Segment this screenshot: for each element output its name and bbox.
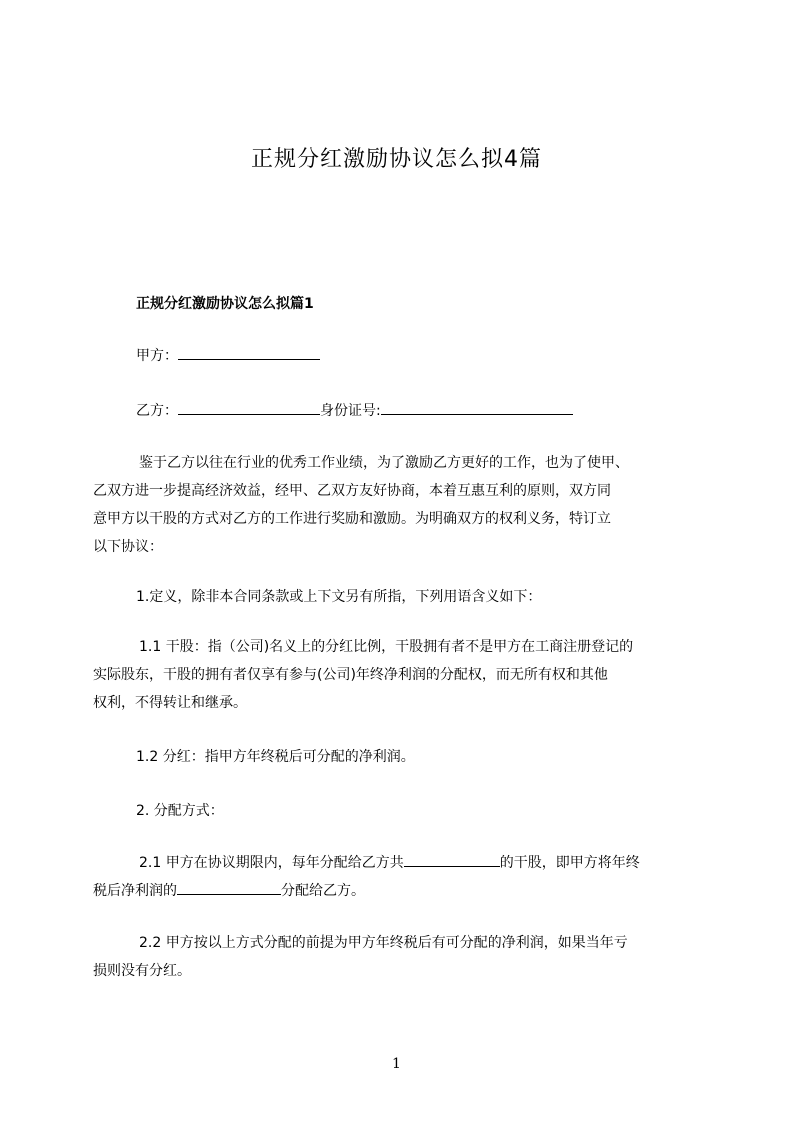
party-b-label: 乙方：: [136, 403, 178, 419]
party-b-blank: [178, 400, 320, 415]
party-a-label: 甲方：: [136, 348, 178, 364]
clause-2-1-text-d: 分配给乙方。: [281, 883, 365, 899]
clause-2: 2. 分配方式：: [136, 803, 224, 819]
intro-line: 意甲方以干股的方式对乙方的工作进行奖励和激励。为明确双方的权利义务，特订立: [93, 511, 611, 527]
section-title: 正规分红激励协议怎么拟篇1: [136, 296, 314, 312]
party-a-blank: [178, 345, 320, 360]
page-number: 1: [392, 1056, 401, 1072]
profit-blank: [177, 880, 281, 895]
clause-2-1: [93, 849, 703, 905]
clause-2-1-line: [93, 877, 703, 905]
clause-2-2-line: 2.2 甲方按以上方式分配的前提为甲方年终税后有可分配的净利润，如果当年亏: [139, 935, 628, 951]
id-blank: [381, 400, 573, 415]
party-a-line: [136, 345, 320, 365]
clause-1-1: [93, 633, 703, 717]
intro-paragraph: [93, 449, 703, 561]
id-label: 身份证号:: [320, 403, 381, 419]
intro-line: 以下协议：: [93, 539, 163, 555]
share-blank: [404, 852, 500, 867]
clause-2-1-text-c: 税后净利润的: [93, 883, 177, 899]
clause-2-1-text-a: 2.1 甲方在协议期限内，每年分配给乙方共: [139, 855, 404, 871]
intro-line: 乙双方进一步提高经济效益，经甲、乙双方友好协商，本着互惠互利的原则，双方同: [93, 483, 611, 499]
clause-2-2: [93, 929, 703, 985]
document-title: 正规分红激励协议怎么拟4篇: [251, 147, 542, 172]
clause-2-1-text-b: 的干股，即甲方将年终: [499, 855, 640, 871]
party-b-line: [136, 400, 573, 420]
clause-2-2-line: 损则没有分红。: [93, 963, 191, 979]
clause-1-1-line: 权利，不得转让和继承。: [93, 695, 247, 711]
clause-2-1-line: [93, 849, 703, 877]
clause-1: 1.定义，除非本合同条款或上下文另有所指，下列用语含义如下：: [136, 589, 542, 605]
clause-1-2: 1.2 分红：指甲方年终税后可分配的净利润。: [136, 749, 415, 765]
clause-1-1-line: 1.1 干股：指（公司)名义上的分红比例，干股拥有者不是甲方在工商注册登记的: [139, 639, 634, 655]
intro-line: 鉴于乙方以往在行业的优秀工作业绩，为了激励乙方更好的工作，也为了使甲、: [139, 455, 629, 471]
clause-1-1-line: 实际股东，干股的拥有者仅享有参与(公司)年终净利润的分配权，而无所有权和其他: [93, 667, 608, 683]
